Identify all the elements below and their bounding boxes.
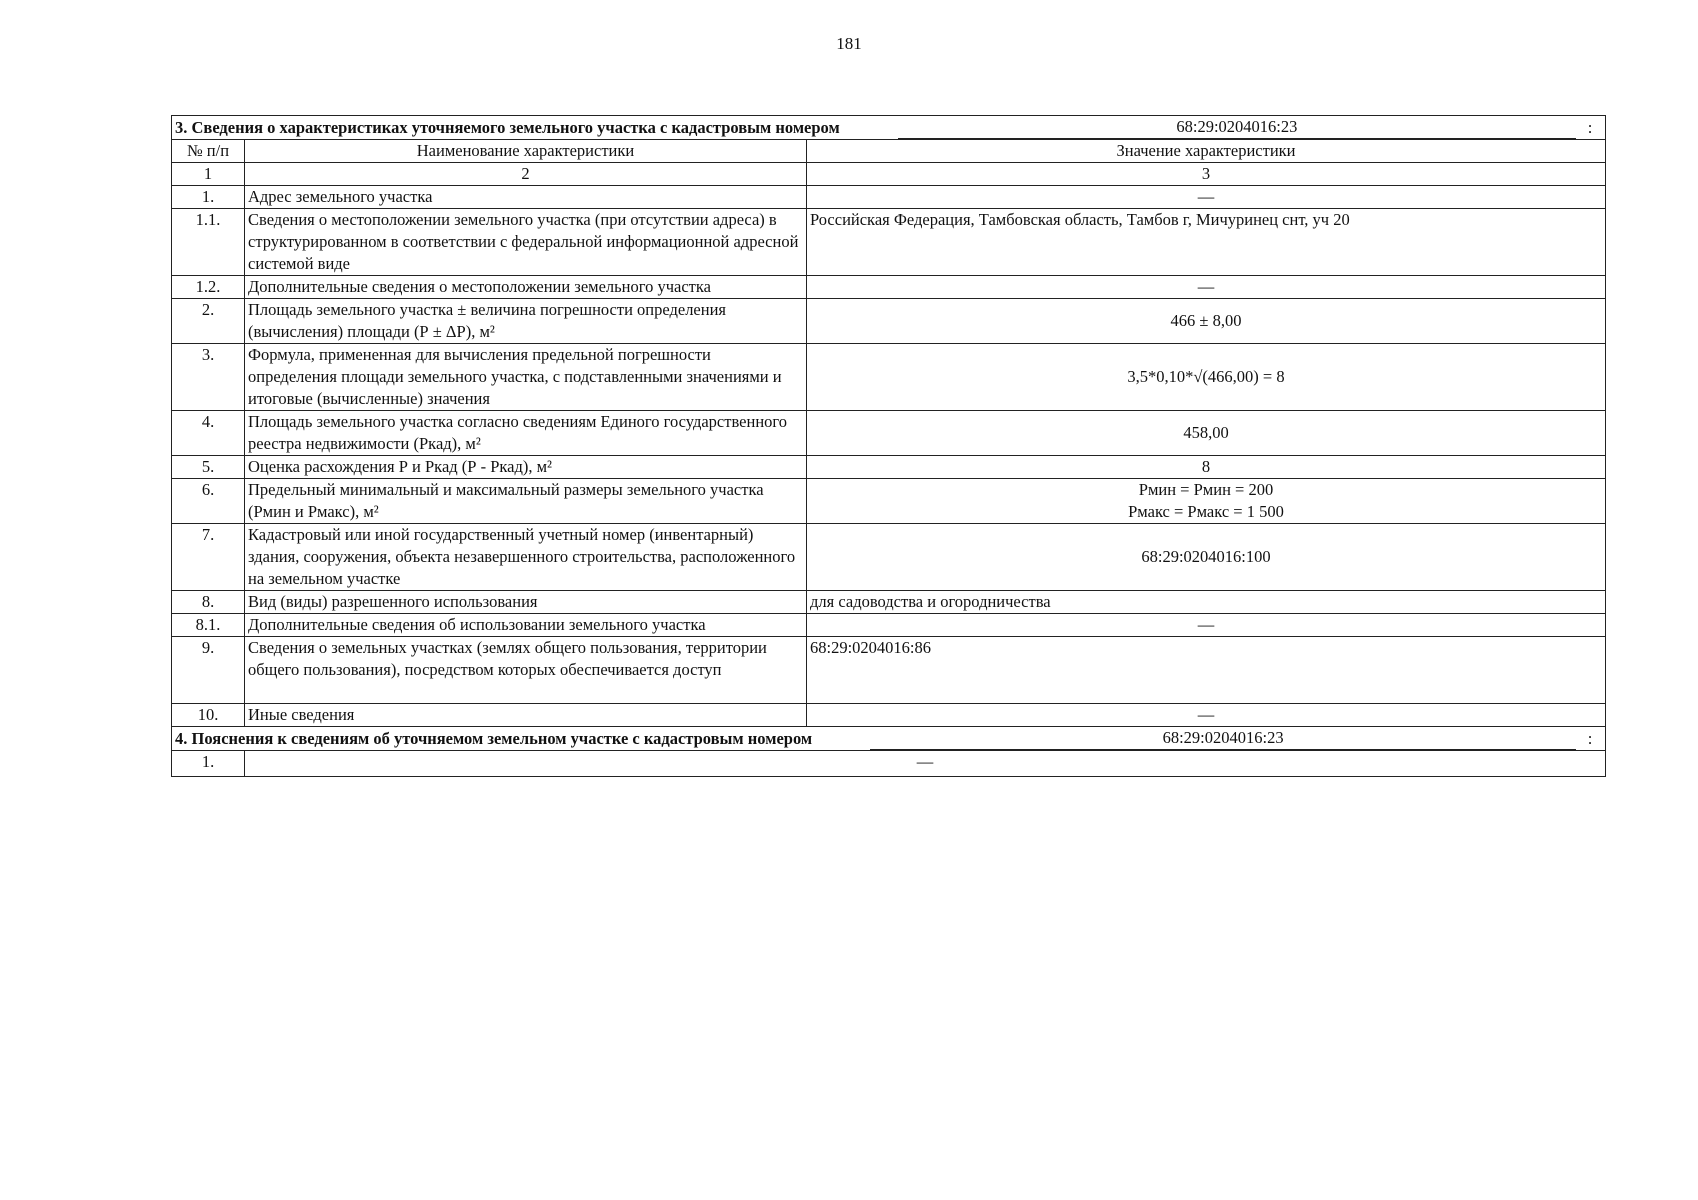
row-value: для садоводства и огородничества [807,591,1606,614]
row-value: — [245,751,1606,777]
header-value: Значение характеристики [807,140,1606,163]
column-numbers-row [172,163,1606,186]
row-num: 10. [172,704,245,727]
row-value: — [807,704,1606,727]
row-name: Формула, примененная для вычисления предельной погрешности определения площади земельного участка, с подставленными значениями и итоговые (вычисленные) значения [245,344,807,411]
row-value: 8 [807,456,1606,479]
row-num: 2. [172,299,245,344]
cadastral-characteristics-table [171,115,1606,777]
table-row [172,411,1606,456]
row-num: 5. [172,456,245,479]
row-num: 8.1. [172,614,245,637]
row-value-line-min: Рмин = Рмин = 200 [1138,480,1274,499]
table-row [172,704,1606,727]
section4-cadastral-number: 68:29:0204016:23 [870,727,1576,750]
row-value: — [807,276,1606,299]
table-row [172,344,1606,411]
table-row [172,456,1606,479]
col-number-2: 2 [245,163,807,186]
row-num: 8. [172,591,245,614]
row-name: Дополнительные сведения о местоположении земельного участка [245,276,807,299]
row-num: 1.1. [172,209,245,276]
row-num: 1. [172,186,245,209]
row-num: 4. [172,411,245,456]
row-name: Сведения о земельных участках (землях общего пользования, территории общего пользования), посредством которых обеспечивается доступ [245,637,807,704]
row-value [807,479,1606,524]
table-row [172,276,1606,299]
column-headers-row [172,140,1606,163]
section3-colon: : [1587,118,1593,137]
row-value: 68:29:0204016:86 [807,637,1606,704]
row-name: Предельный минимальный и максимальный размеры земельного участка (Рмин и Рмакс), м² [245,479,807,524]
row-name: Оценка расхождения Р и Ркад (Р - Ркад), м² [245,456,807,479]
row-value-line-max: Рмакс = Рмакс = 1 500 [1128,502,1284,521]
row-name: Площадь земельного участка ± величина погрешности определения (вычисления) площади (Р ± ΔР), м² [245,299,807,344]
row-num: 1.2. [172,276,245,299]
header-num: № п/п [172,140,245,163]
section3-header-row [172,116,1606,140]
row-name: Сведения о местоположении земельного участка (при отсутствии адреса) в структурированном в соответствии с федеральной информационной адресной системой виде [245,209,807,276]
section3-title: 3. Сведения о характеристиках уточняемого земельного участка с кадастровым номером [175,118,840,137]
row-value: 458,00 [807,411,1606,456]
header-name: Наименование характеристики [245,140,807,163]
row-name: Кадастровый или иной государственный учетный номер (инвентарный) здания, сооружения, объекта незавершенного строительства, расположенного на земельном участке [245,524,807,591]
table-row [172,479,1606,524]
row-num: 7. [172,524,245,591]
row-name: Вид (виды) разрешенного использования [245,591,807,614]
table-row [172,209,1606,276]
row-num: 9. [172,637,245,704]
row-value: 3,5*0,10*√(466,00) = 8 [807,344,1606,411]
table-row [172,591,1606,614]
row-name: Дополнительные сведения об использовании земельного участка [245,614,807,637]
row-value: — [807,186,1606,209]
col-number-1: 1 [172,163,245,186]
section4-header-row [172,727,1606,751]
row-name: Площадь земельного участка согласно сведениям Единого государственного реестра недвижимости (Ркад), м² [245,411,807,456]
row-value: 68:29:0204016:100 [807,524,1606,591]
table-row [172,614,1606,637]
page-number: 181 [836,34,862,53]
table-row [172,524,1606,591]
row-value: — [807,614,1606,637]
table-row [172,751,1606,777]
section3-cadastral-number: 68:29:0204016:23 [898,116,1576,139]
row-value: 466 ± 8,00 [807,299,1606,344]
row-name: Иные сведения [245,704,807,727]
row-num: 1. [172,751,245,777]
table-row [172,637,1606,704]
table-row [172,299,1606,344]
section4-title: 4. Пояснения к сведениям об уточняемом земельном участке с кадастровым номером [175,729,813,748]
section4-colon: : [1587,729,1593,748]
col-number-3: 3 [807,163,1606,186]
table-row [172,186,1606,209]
row-name: Адрес земельного участка [245,186,807,209]
row-value: Российская Федерация, Тамбовская область, Тамбов г, Мичуринец снт, уч 20 [807,209,1606,276]
row-num: 3. [172,344,245,411]
row-num: 6. [172,479,245,524]
